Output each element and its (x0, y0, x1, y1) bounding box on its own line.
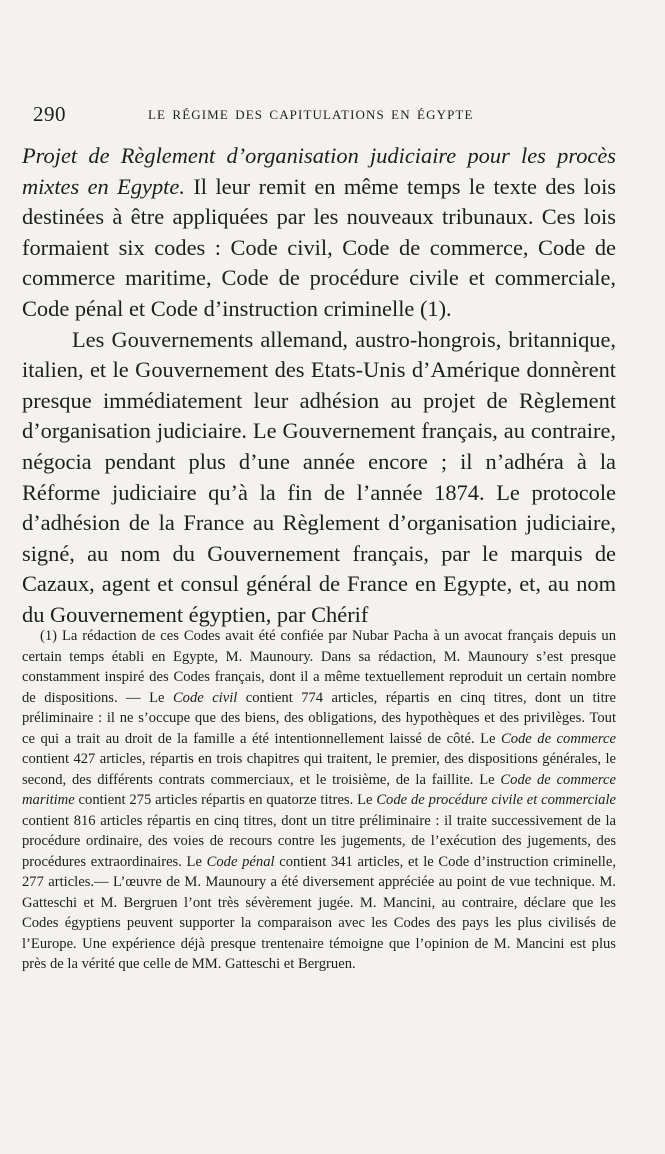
footnote-italic-code-penal: Code pénal (206, 853, 275, 870)
footnote-segment: contient 275 articles répartis en quatorze titres. Le (74, 792, 377, 808)
main-text (22, 141, 616, 631)
footnote-1 (22, 626, 616, 975)
footnote-segment: (1) La rédaction de ces Codes avait été confiée par Nubar Pacha à un avocat français depuis un certain temps établi en Egypte, M. Maunoury. Dans sa rédaction, M. Maunoury s’est presque constamment inspiré des Codes français, dont il a même textuellement reproduit un certain nombre de dispositions. — Le (22, 628, 616, 706)
footnote-segment: contient 341 articles, et le Code d’instruction criminelle, 277 articles.— L’œuvre de M. Maunoury a été diversement appréciée au point de vue technique. M. Gatteschi et M. Bergruen l’ont très sévèrement jugée. M. Mancini, au contraire, déclare que les Codes égyptiens peuvent supporter la comparaison avec les Codes des pays les plus civilisés de l’Europe. Une expérience déjà presque trentenaire témoigne que l’opinion de M. Mancini est plus près de la vérité que celle de MM. Gatteschi et Bergruen. (22, 853, 616, 972)
paragraph-1-text: Il leur remit en même temps le texte des lois destinées à être appliquées par les nouveaux tribunaux. Ces lois formaient six codes : Code civil, Code de commerce, Code de commerce maritime, Code de procédure civile et commerciale, Code pénal et Code d’instruction criminelle (1). (22, 173, 616, 321)
footnote-block (22, 626, 616, 975)
footnote-italic-code-maritime: Code de commerce maritime (22, 771, 616, 808)
footnote-italic-code-commerce: Code de commerce (500, 730, 616, 747)
paragraph-1-italic-title: Projet de Règlement d’organisation judiciaire pour les procès mixtes en Egypte. (22, 143, 616, 199)
paragraph-1 (22, 141, 616, 325)
footnote-segment: contient 774 articles, répartis en cinq titres, dont un titre préliminaire : il ne s’occupe que des biens, des obligations, des hypothèques et des privilèges. Tout ce qui a trait au droit de la famille a été intentionnellement laissé de côté. Le (22, 689, 616, 747)
running-title: LE RÉGIME DES CAPITULATIONS EN ÉGYPTE (148, 107, 474, 122)
page-number: 290 (33, 102, 66, 126)
footnote-segment: contient 816 articles répartis en cinq titres, dont un titre préliminaire : il traite successivement de la procédure ordinaire, des voies de recours contre les jugements, de l’exécution des jugements, des procédures extraordinaires. Le (22, 812, 616, 870)
page-header (33, 100, 633, 130)
footnote-italic-code-civil: Code civil (172, 689, 238, 706)
paragraph-2: Les Gouvernements allemand, austro-hongrois, britannique, italien, et le Gouvernement des Etats-Unis d’Amérique donnèrent presque immédiatement leur adhésion au projet de Règlement d’organisation judiciaire. Le Gouvernement français, au contraire, négocia pendant plus d’une année encore ; il n’adhéra à la Réforme judiciaire qu’à la fin de l’année 1874. Le protocole d’adhésion de la France au Règlement d’organisation judiciaire, signé, au nom du Gouvernement français, par le marquis de Cazaux, agent et consul général de France en Egypte, et, au nom du Gouvernement égyptien, par Chérif (22, 326, 616, 627)
footnote-italic-code-procedure: Code de procédure civile et commerciale (376, 792, 616, 808)
footnote-segment: contient 427 articles, répartis en trois chapitres qui traitent, le premier, des dispositions générales, le second, des différents contrats commerciaux, et le troisième, de la faillite. Le (22, 751, 616, 788)
